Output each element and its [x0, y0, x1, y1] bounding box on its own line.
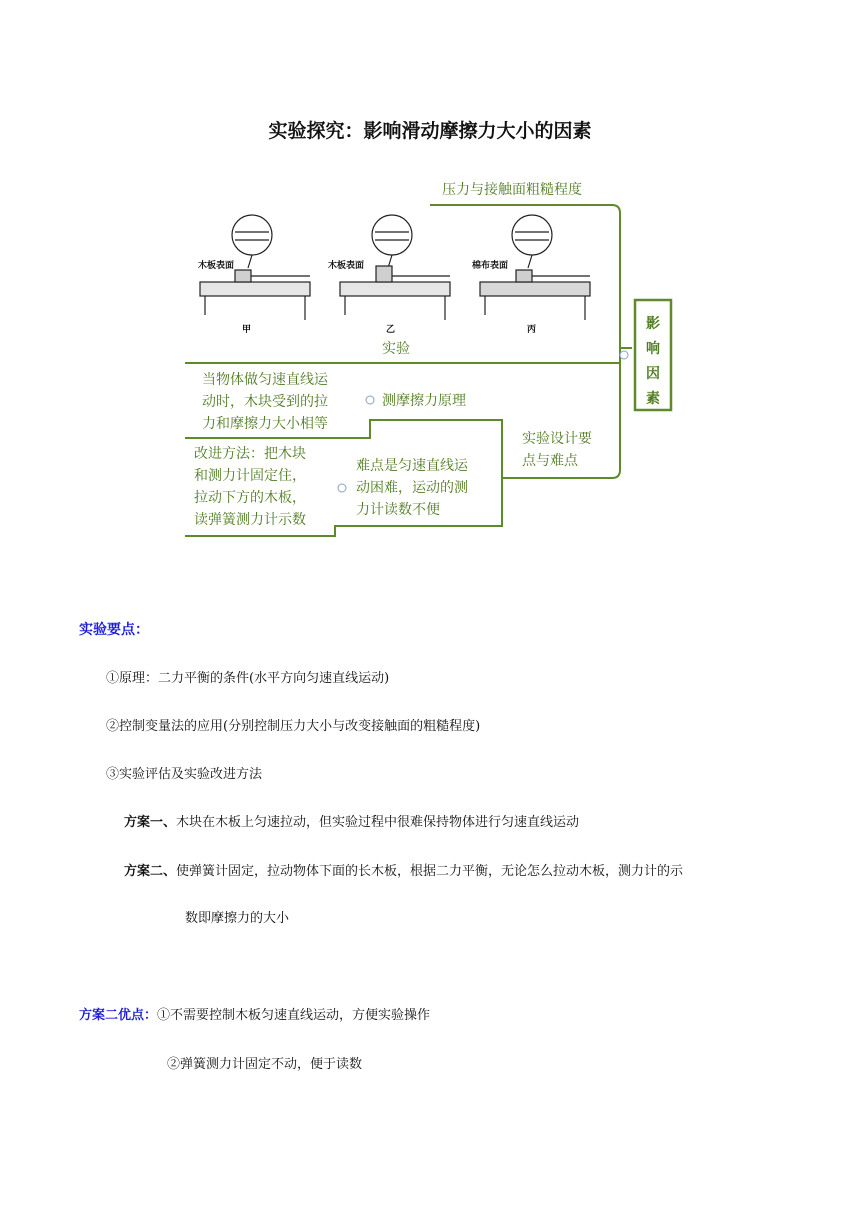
advantage-1: ①不需要控制木板匀速直线运动，方便实验操作: [157, 1008, 431, 1023]
improvement-line-1: 改进方法：把木块: [194, 446, 306, 462]
page-title: 实验探究：影响滑动摩擦力大小的因素: [268, 120, 592, 142]
design-node-line-1: 实验设计要: [522, 431, 592, 447]
root-char-1: 影: [646, 316, 660, 332]
figure-label-3: 丙: [527, 325, 537, 335]
advantages-heading: 方案二优点：: [79, 1008, 158, 1023]
improvement-line-3: 拉动下方的木板，: [194, 490, 306, 506]
mind-map-diagram: [180, 170, 680, 542]
plan-2-label: 方案二、: [124, 864, 177, 879]
branch-top-label: 压力与接触面粗糙程度: [442, 182, 582, 198]
root-char-2: 响: [646, 341, 660, 357]
root-char-3: 因: [646, 366, 660, 382]
key-point-3: ③实验评估及实验改进方法: [106, 767, 263, 782]
surface-label-1: 木板表面: [198, 261, 235, 271]
figure-label-2: 乙: [386, 325, 396, 335]
advantage-2: ②弹簧测力计固定不动，便于读数: [167, 1057, 363, 1072]
key-point-2: ②控制变量法的应用(分别控制压力大小与改变接触面的粗糙程度): [106, 719, 481, 734]
principle-detail-line-2: 动时，木块受到的拉: [202, 394, 328, 410]
figure-caption: 实验: [382, 341, 410, 357]
plan-1-text: 木块在木板上匀速拉动，但实验过程中很难保持物体进行匀速直线运动: [176, 815, 580, 830]
key-point-1: ①原理：二力平衡的条件(水平方向匀速直线运动): [106, 671, 390, 686]
design-node-line-2: 点与难点: [522, 453, 578, 469]
plan-2-text: 使弹簧计固定，拉动物体下面的长木板，根据二力平衡，无论怎么拉动木板，测力计的示: [176, 864, 684, 879]
figure-label-1: 甲: [242, 325, 252, 335]
improvement-line-4: 读弹簧测力计示数: [194, 512, 306, 528]
difficulty-line-2: 动困难，运动的测: [356, 480, 468, 496]
difficulty-line-3: 力计读数不便: [356, 502, 440, 518]
improvement-line-2: 和测力计固定住，: [194, 468, 306, 484]
plan-2-continuation: 数即摩擦力的大小: [185, 911, 290, 926]
root-char-4: 素: [646, 391, 660, 407]
plan-1-label: 方案一、: [124, 815, 177, 830]
surface-label-2: 木板表面: [328, 261, 365, 271]
principle-detail-line-1: 当物体做匀速直线运: [202, 372, 328, 388]
difficulty-line-1: 难点是匀速直线运: [356, 458, 468, 474]
principle-detail-line-3: 力和摩擦力大小相等: [202, 416, 328, 432]
plan-1: [124, 811, 579, 830]
principle-node: 测摩擦力原理: [382, 393, 466, 409]
key-points-heading: 实验要点：: [79, 622, 149, 638]
surface-label-3: 棉布表面: [472, 261, 509, 271]
advantages-row-1: [79, 1004, 430, 1023]
plan-2: [124, 860, 683, 879]
